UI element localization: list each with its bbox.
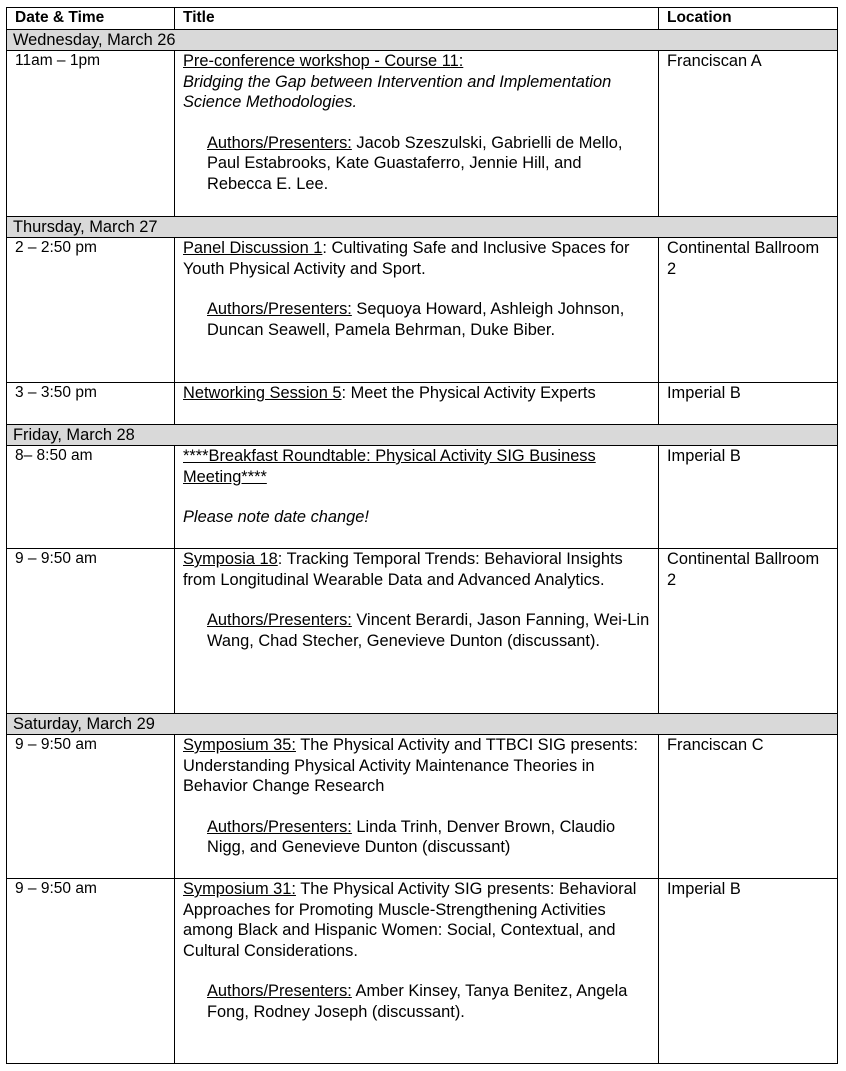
authors-names: Amber Kinsey, Tanya Benitez, Angela Fong, Rodney Joseph (discussant). [207,982,628,1021]
header-date-time: Date & Time [7,8,175,30]
day-label: Wednesday, March 26 [7,30,838,51]
session-type: ****Breakfast Roundtable: Physical Activity SIG Business Meeting**** [183,447,596,486]
session-subtitle: Bridging the Gap between Intervention and Implementation Science Methodologies. [183,72,612,111]
table-row [7,735,838,879]
session-type: Networking Session 5 [183,384,342,402]
session-title: : Meet the Physical Activity Experts [341,384,596,402]
session-title: : Cultivating Safe and Inclusive Spaces for Youth Physical Activity and Sport. [183,239,630,278]
session-time: 9 – 9:50 am [7,735,175,879]
session-location: Continental Ballroom 2 [659,238,838,383]
session-type: Symposium 35: [183,736,296,754]
session-time: 8– 8:50 am [7,446,175,549]
session-location: Imperial B [659,446,838,549]
session-time: 11am – 1pm [7,51,175,217]
authors-block [183,610,650,651]
day-label: Thursday, March 27 [7,217,838,238]
session-location: Franciscan C [659,735,838,879]
session-type: Symposia 18 [183,550,278,568]
header-location: Location [659,8,838,30]
session-location: Continental Ballroom 2 [659,549,838,714]
authors-label: Authors/Presenters: [207,982,352,1000]
session-location: Franciscan A [659,51,838,217]
authors-block [183,981,650,1022]
authors-label: Authors/Presenters: [207,817,352,836]
authors-block [183,133,650,195]
authors-names: Sequoya Howard, Ashleigh Johnson, Duncan Seawell, Pamela Behrman, Duke Biber. [207,300,625,339]
table-row [7,879,838,1064]
session-cell [175,735,659,879]
header-row [7,8,838,30]
session-cell [175,51,659,217]
authors-block [183,299,650,340]
session-type: Panel Discussion 1 [183,239,323,257]
authors-label: Authors/Presenters: [207,300,352,318]
table-row [7,446,838,549]
authors-names: Vincent Berardi, Jason Fanning, Wei-Lin Wang, Chad Stecher, Genevieve Dunton (discussant). [207,611,650,650]
session-time: 9 – 9:50 am [7,879,175,1064]
day-row-wednesday [7,30,838,51]
authors-label: Authors/Presenters: [207,133,352,152]
table-row [7,549,838,714]
session-type: Symposium 31: [183,880,296,898]
session-time: 2 – 2:50 pm [7,238,175,383]
session-cell [175,383,659,425]
session-cell [175,238,659,383]
session-location: Imperial B [659,879,838,1064]
schedule-table [6,7,838,1064]
session-note: Please note date change! [183,508,369,526]
session-cell [175,879,659,1064]
authors-block [183,817,650,858]
day-label: Friday, March 28 [7,425,838,446]
session-type: Pre-conference workshop - Course 11: [183,52,464,70]
table-row [7,383,838,425]
authors-names: Jacob Szeszulski, Gabrielli de Mello, Paul Estabrooks, Kate Guastaferro, Jennie Hill, and Rebecca E. Lee. [207,133,623,193]
session-cell [175,446,659,549]
day-row-saturday [7,714,838,735]
session-title: : Tracking Temporal Trends: Behavioral Insights from Longitudinal Wearable Data and Advanced Analytics. [183,550,623,589]
table-row [7,51,838,217]
table-row [7,238,838,383]
day-row-thursday [7,217,838,238]
session-location: Imperial B [659,383,838,425]
session-cell [175,549,659,714]
header-title: Title [175,8,659,30]
authors-names: Linda Trinh, Denver Brown, Claudio Nigg, and Genevieve Dunton (discussant) [207,817,616,856]
session-title: The Physical Activity and TTBCI SIG presents: Understanding Physical Activity Maintenance Theories in Behavior Change Research [183,736,638,795]
day-row-friday [7,425,838,446]
session-title: The Physical Activity SIG presents: Behavioral Approaches for Promoting Muscle-Strengthening Activities among Black and Hispanic Women: Social, Contextual, and Cultural Considerations. [183,880,637,960]
authors-label: Authors/Presenters: [207,611,352,629]
day-label: Saturday, March 29 [7,714,838,735]
session-time: 3 – 3:50 pm [7,383,175,425]
session-time: 9 – 9:50 am [7,549,175,714]
